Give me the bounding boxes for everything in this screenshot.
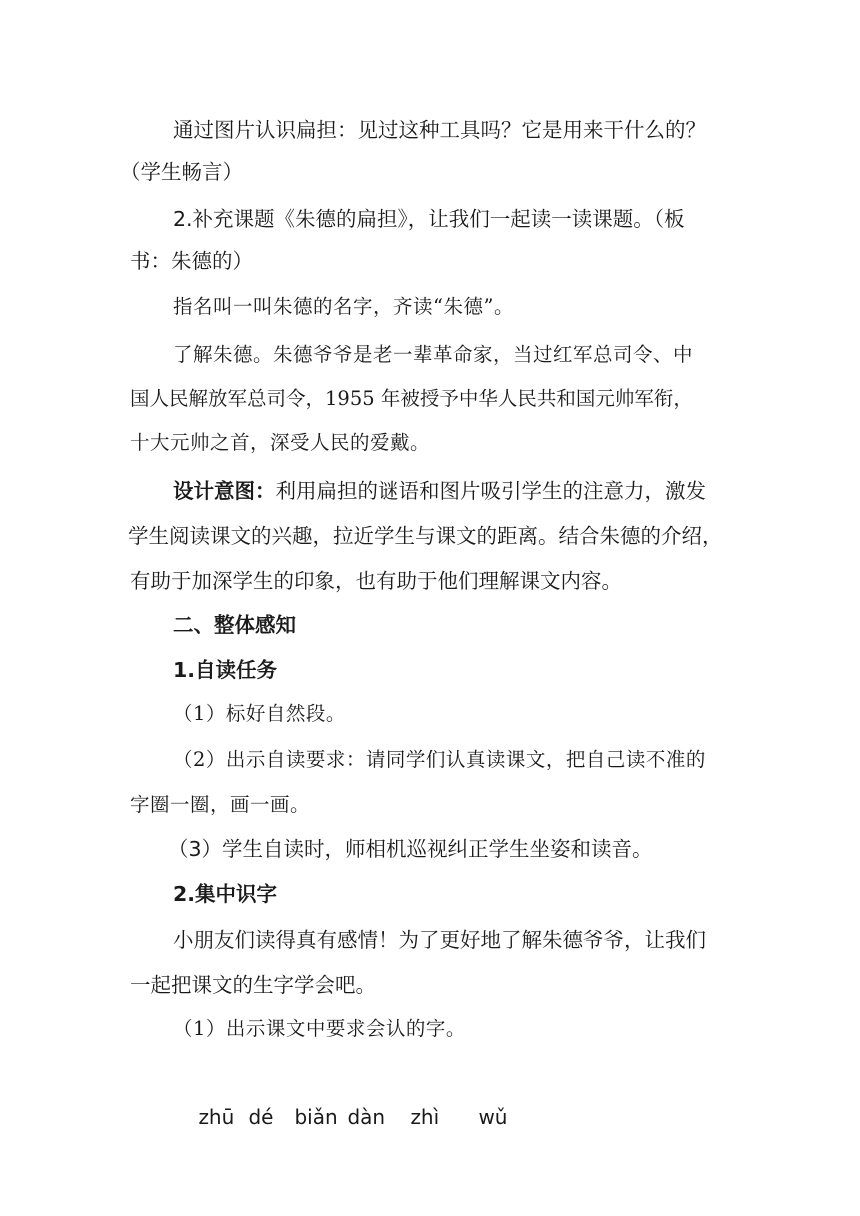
subheading-literacy xyxy=(130,873,736,915)
paragraph-line: 书：朱德的） xyxy=(130,249,253,273)
paragraph-line: （1）出示课文中要求会认的字。 xyxy=(173,1017,466,1040)
paragraph-read-name xyxy=(130,286,736,328)
section-heading-overall xyxy=(130,604,736,646)
pinyin-syllable: biǎn xyxy=(294,1105,338,1129)
paragraph-line: 通过图片认识扁担：见过这种工具吗？它是用来干什么的？ xyxy=(173,118,706,142)
heading-text: 2.集中识字 xyxy=(173,882,278,906)
heading-text: 二、整体感知 xyxy=(173,613,296,637)
pinyin-syllable: dé xyxy=(248,1105,274,1129)
paragraph-line: 国人民解放军总司令，1955 年被授予中华人民共和国元帅军衔， xyxy=(130,387,693,410)
paragraph-about-zhude xyxy=(130,333,736,465)
task-reading-requirements xyxy=(130,737,736,827)
pinyin-syllable: wǔ xyxy=(478,1105,508,1129)
paragraph-line: 十大元帅之首，深受人民的爱戴。 xyxy=(130,431,431,454)
paragraph-line: 指名叫一叫朱德的名字，齐读“朱德”。 xyxy=(173,295,514,318)
paragraph-line: 学生阅读课文的兴趣，拉近学生与课文的距离。结合朱德的介绍， xyxy=(128,524,723,548)
paragraph-show-characters xyxy=(130,1008,736,1050)
task-teacher-patrol xyxy=(130,828,736,870)
paragraph-learn-characters xyxy=(130,918,736,1008)
paragraph-line: 字圈一圈，画一画。 xyxy=(130,793,311,816)
paragraph-line: 2.补充课题《朱德的扁担》，让我们一起读一读课题。（板 xyxy=(173,207,685,231)
heading-text: 1.自读任务 xyxy=(173,658,278,682)
pinyin-syllable: zhì xyxy=(410,1105,440,1129)
paragraph-design-intent xyxy=(130,469,736,604)
pinyin-syllable: zhū xyxy=(198,1105,235,1129)
design-intent-label: 设计意图： xyxy=(173,479,276,503)
paragraph-line: （2）出示自读要求：请同学们认真读课文，把自己读不准的 xyxy=(173,748,706,771)
pinyin-row xyxy=(173,1057,518,1129)
paragraph-line: （3）学生自读时，师相机巡视纠正学生坐姿和读音。 xyxy=(168,837,653,861)
pinyin-syllable: dàn xyxy=(347,1105,386,1129)
design-intent-text: 利用扁担的谜语和图片吸引学生的注意力，激发 xyxy=(275,479,706,503)
paragraph-line: 一起把课文的生字学会吧。 xyxy=(130,973,376,997)
paragraph-line: 了解朱德。朱德爷爷是老一辈革命家，当过红军总司令、中 xyxy=(173,343,694,366)
paragraph-line: 小朋友们读得真有感情！为了更好地了解朱德爷爷，让我们 xyxy=(173,928,706,952)
paragraph-topic-supplement xyxy=(130,198,736,282)
task-mark-paragraphs xyxy=(130,693,736,735)
paragraph-line: 有助于加深学生的印象，也有助于他们理解课文内容。 xyxy=(130,569,622,593)
document-page xyxy=(120,0,736,1216)
paragraph-line: （1）标好自然段。 xyxy=(173,702,346,725)
paragraph-picture-intro xyxy=(120,109,736,193)
paragraph-line: （学生畅言） xyxy=(120,160,243,184)
paragraph-line xyxy=(130,469,736,514)
subheading-self-reading xyxy=(130,649,736,691)
